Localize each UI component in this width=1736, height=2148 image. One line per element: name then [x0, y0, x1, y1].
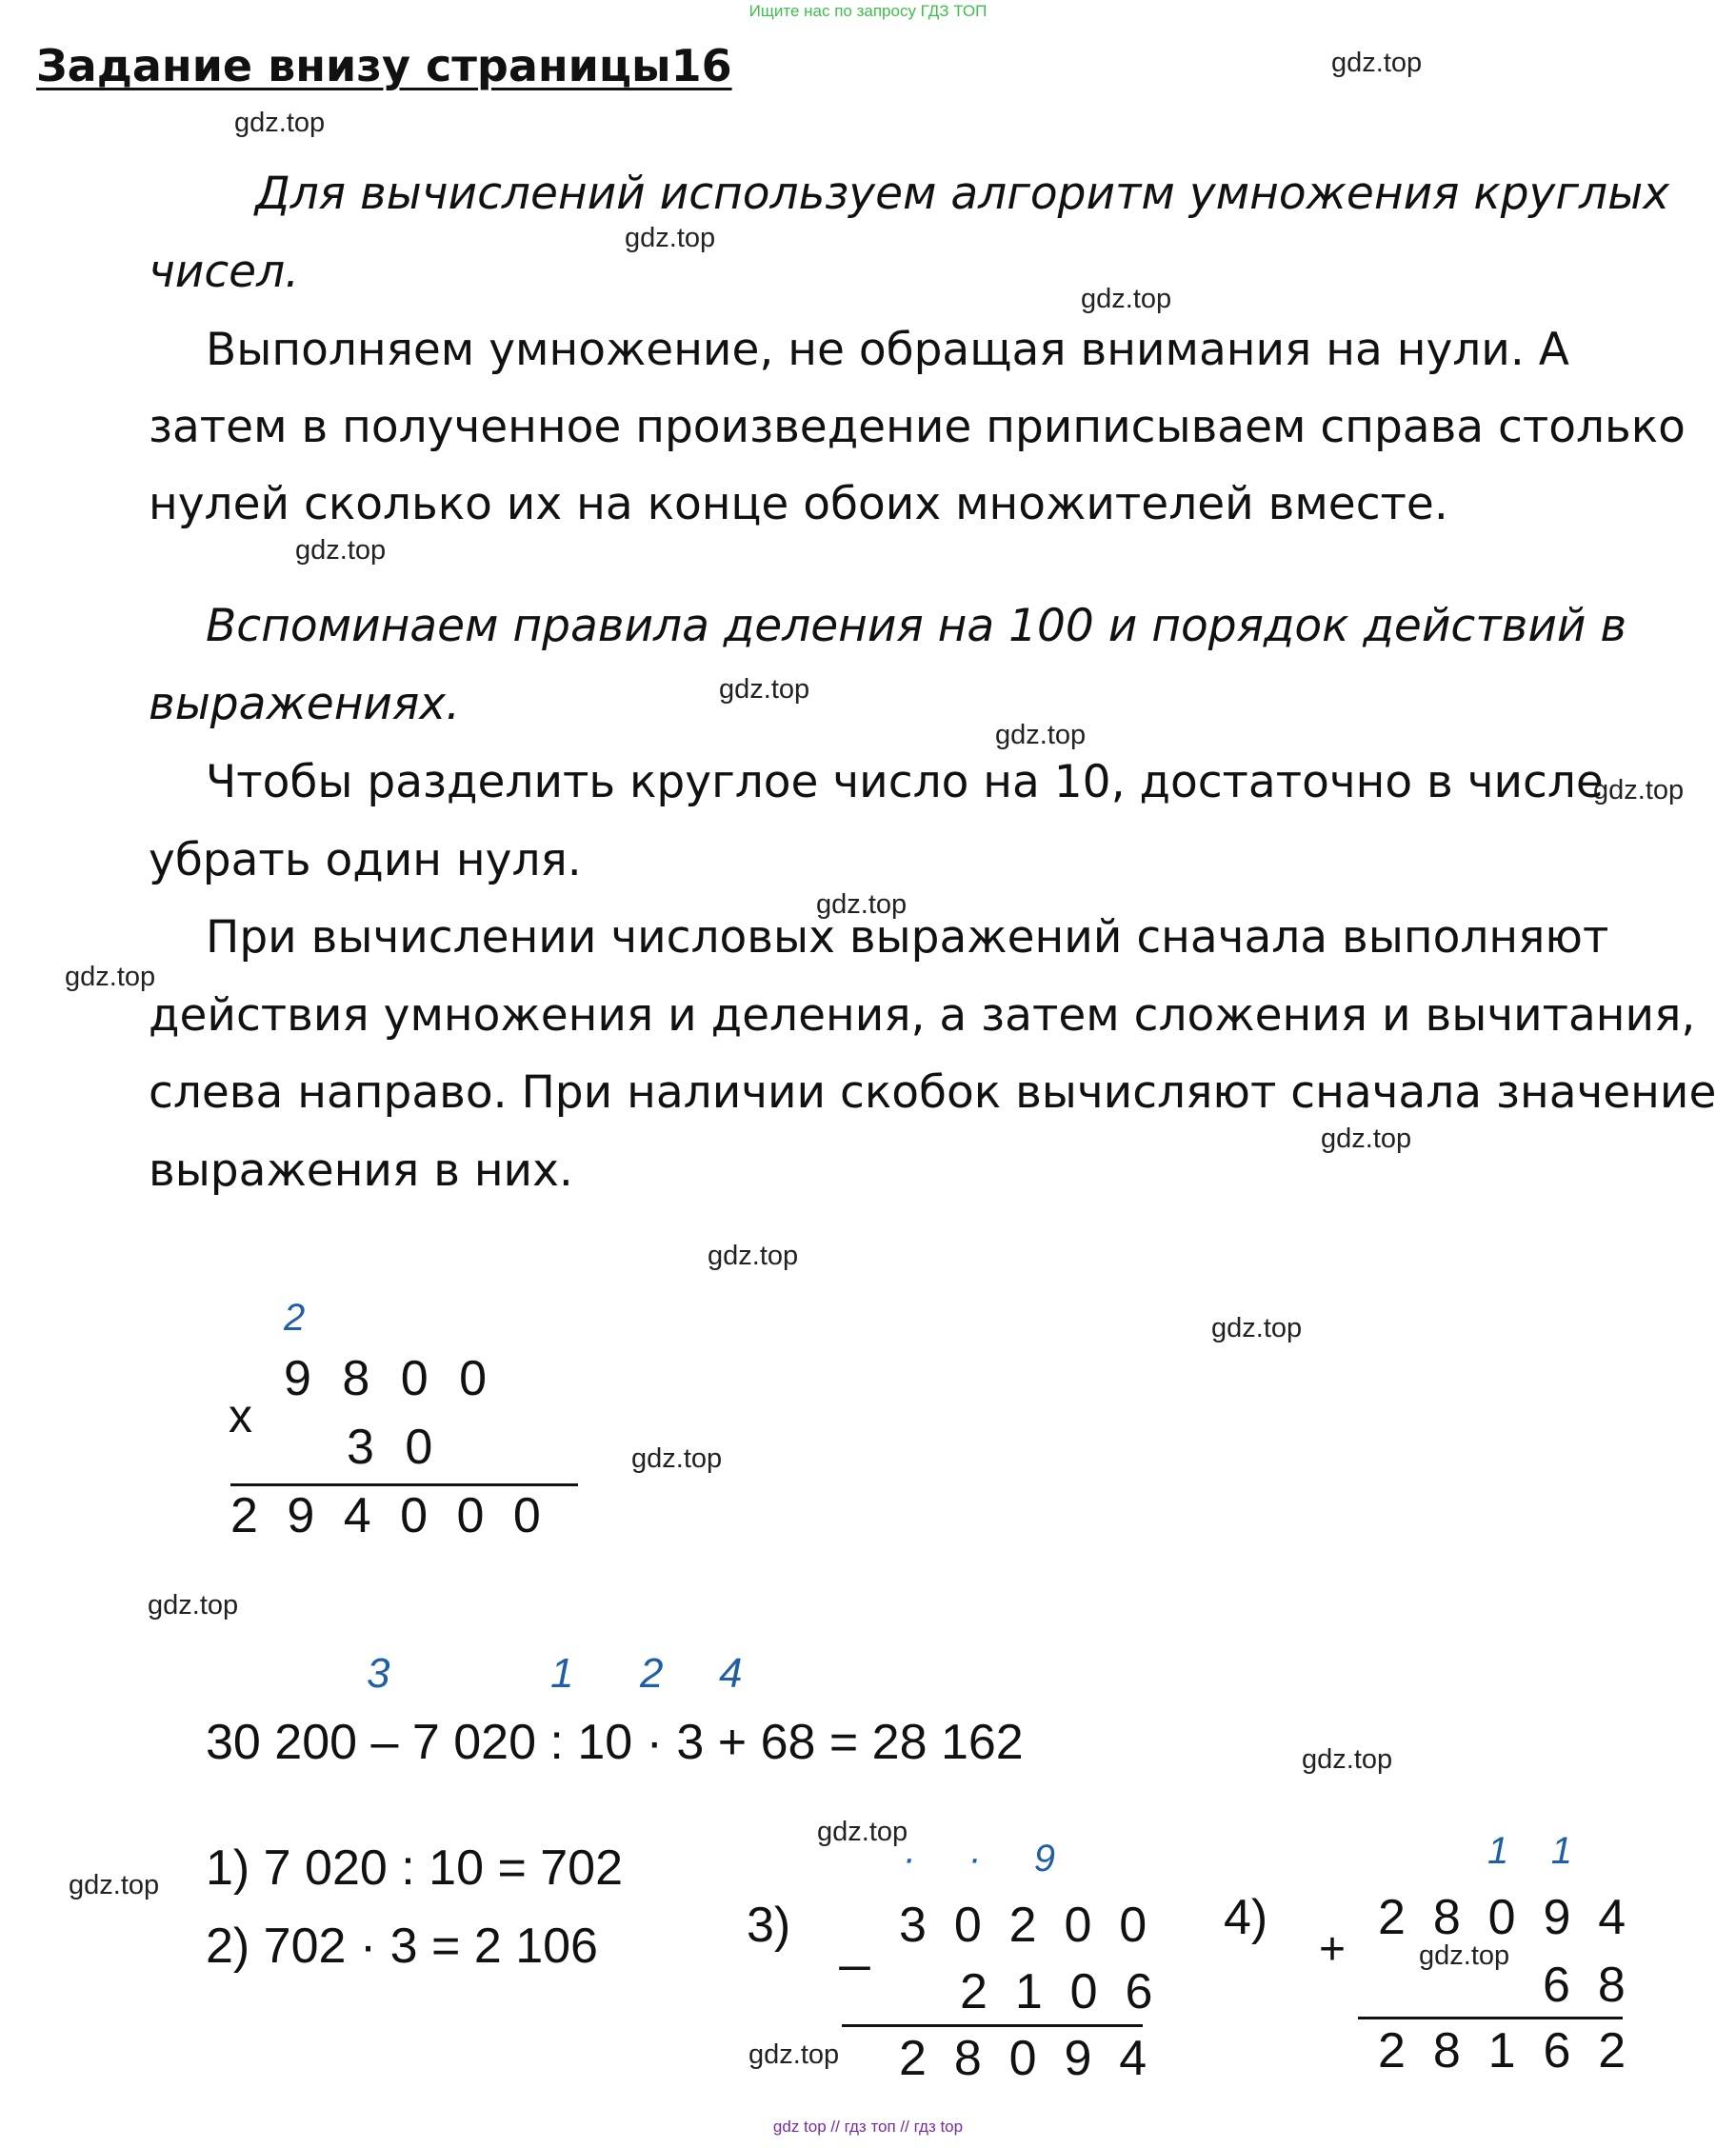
- addend: 6 8: [1543, 1958, 1626, 2013]
- minuend: 3 0 2 0 0: [899, 1898, 1147, 1953]
- multiply-sign: x: [229, 1389, 252, 1442]
- operation-order-number: 4: [719, 1650, 743, 1697]
- paragraph-line: нулей сколько их на конце обоих множителей вместе.: [149, 478, 1448, 530]
- top-banner: Ищите нас по запросу ГДЗ ТОП: [748, 2, 988, 20]
- watermark: gdz.top: [708, 1241, 799, 1271]
- carry-digits: 1 1: [1487, 1830, 1572, 1872]
- borrow-marks: · · 9: [903, 1838, 1056, 1880]
- watermark: gdz.top: [1211, 1313, 1303, 1343]
- solution-step: 2) 702 · 3 = 2 106: [206, 1919, 598, 1974]
- watermark: gdz.top: [1321, 1124, 1412, 1154]
- subtrahend: 2 1 0 6: [960, 1964, 1153, 2019]
- sum: 2 8 1 6 2: [1378, 2023, 1626, 2078]
- addend: 2 8 0 9 4: [1378, 1890, 1626, 1945]
- step-label: 4): [1224, 1890, 1268, 1945]
- result-line: [842, 2024, 1143, 2027]
- operation-order-number: 1: [550, 1650, 574, 1697]
- product: 2 9 4 0 0 0: [230, 1488, 541, 1543]
- carry-digit: 2: [284, 1297, 306, 1339]
- footer: gdz top // гдз топ // гдз top: [772, 2118, 964, 2136]
- paragraph-line: При вычислении числовых выражений сначала выполняют: [206, 911, 1609, 964]
- paragraph-line: слева направо. При наличии скобок вычисляют сначала значение: [149, 1066, 1717, 1119]
- watermark: gdz.top: [1081, 284, 1172, 314]
- watermark: gdz.top: [295, 535, 387, 566]
- expression: 30 200 – 7 020 : 10 · 3 + 68 = 28 162: [206, 1715, 1024, 1770]
- paragraph-line: Чтобы разделить круглое число на 10, достаточно в числе: [206, 756, 1604, 808]
- watermark: gdz.top: [817, 1817, 908, 1847]
- page-title: Задание внизу страницы16: [36, 40, 732, 91]
- multiplier: 3 0: [347, 1420, 433, 1475]
- watermark: gdz.top: [816, 889, 908, 920]
- paragraph-line: Для вычислений используем алгоритм умножения круглых: [255, 168, 1670, 220]
- result-line: [230, 1483, 578, 1486]
- plus-sign: +: [1319, 1924, 1347, 1975]
- paragraph-line: убрать один нуля.: [149, 834, 582, 886]
- watermark: gdz.top: [719, 674, 810, 705]
- watermark: gdz.top: [748, 2039, 840, 2070]
- solution-step: 1) 7 020 : 10 = 702: [206, 1840, 624, 1896]
- watermark: gdz.top: [1593, 775, 1685, 806]
- operation-order-number: 3: [367, 1650, 390, 1697]
- multiplicand: 9 8 0 0: [284, 1351, 488, 1406]
- result-line: [1358, 2017, 1623, 2019]
- paragraph-line: Выполняем умножение, не обращая внимания на нули. А: [206, 324, 1569, 376]
- watermark: gdz.top: [148, 1590, 239, 1621]
- watermark: gdz.top: [1302, 1744, 1393, 1775]
- paragraph-line: затем в полученное произведение приписываем справа столько: [149, 401, 1686, 453]
- watermark: gdz.top: [234, 108, 326, 138]
- operation-order-number: 2: [640, 1650, 664, 1697]
- paragraph-line: выражениях.: [149, 678, 461, 730]
- watermark: gdz.top: [631, 1443, 723, 1474]
- paragraph-line: выражения в них.: [149, 1144, 573, 1197]
- step-label: 3): [747, 1898, 791, 1953]
- difference: 2 8 0 9 4: [899, 2031, 1147, 2086]
- paragraph-line: действия умножения и деления, а затем сложения и вычитания,: [149, 989, 1696, 1042]
- watermark: gdz.top: [69, 1870, 160, 1900]
- paragraph-line: Вспоминаем правила деления на 100 и порядок действий в: [206, 600, 1627, 652]
- watermark: gdz.top: [995, 720, 1087, 750]
- watermark: gdz.top: [625, 223, 716, 253]
- watermark: gdz.top: [1419, 1940, 1510, 1971]
- watermark: gdz.top: [65, 962, 156, 992]
- watermark: gdz.top: [1331, 48, 1423, 78]
- minus-sign: _: [840, 1911, 870, 1971]
- paragraph-line: чисел.: [149, 246, 300, 298]
